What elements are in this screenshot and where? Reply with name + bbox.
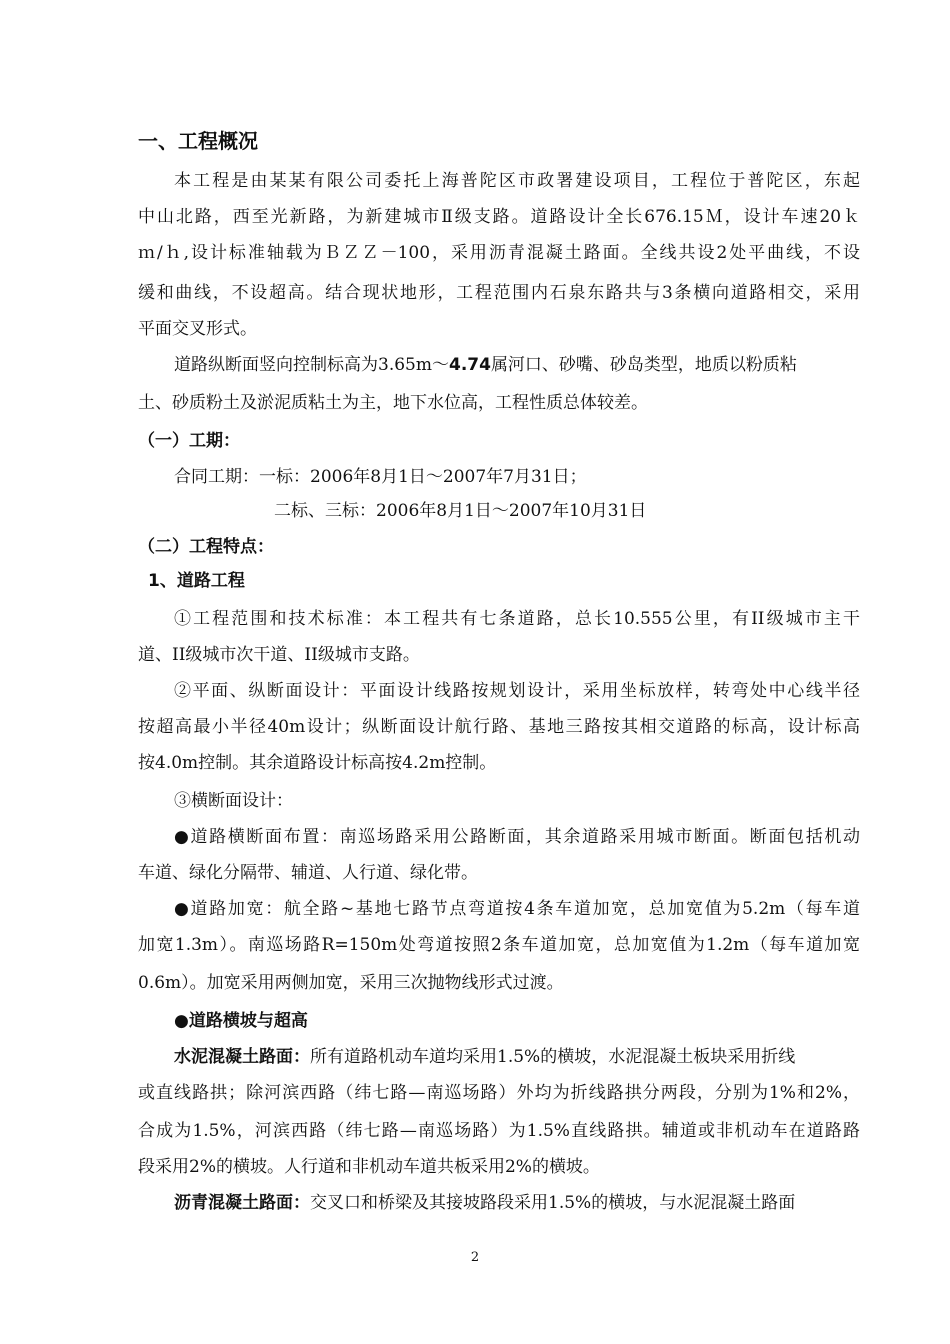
paragraph-line: 0.6m）。加宽采用两侧加宽，采用三次抛物线形式过渡。 <box>138 973 564 993</box>
paragraph-line: 按4.0m控制。其余道路设计标高按4.2m控制。 <box>138 753 497 773</box>
section-heading: 一、工程概况 <box>138 130 258 152</box>
schedule-line: 二标、三标：2006年8月1日～2007年10月31日 <box>274 501 647 521</box>
subsection-heading: （二）工程特点： <box>138 537 274 557</box>
paragraph-line <box>174 1192 860 1214</box>
paragraph-line: ●道路横断面布置：南巡场路采用公路断面，其余道路采用城市断面。断面包括机动 <box>174 827 860 847</box>
paragraph-line: 车道、绿化分隔带、辅道、人行道、绿化带。 <box>138 863 478 883</box>
paragraph-line: 按超高最小半径40m设计；纵断面设计航行路、基地三路按其相交道路的标高，设计标高 <box>138 717 860 737</box>
paragraph-line: ②平面、纵断面设计：平面设计线路按规划设计，采用坐标放样，转弯处中心线半径 <box>174 681 860 701</box>
paragraph-line: ●道路加宽：航全路~基地七路节点弯道按4条车道加宽，总加宽值为5.2m（每车道 <box>174 899 860 919</box>
paragraph-line: 中山北路，西至光新路，为新建城市Ⅱ级支路。道路设计全长676.15Ｍ，设计车速20ｋ <box>138 207 860 227</box>
text-run: 所有道路机动车道均采用1.5%的横坡，水泥混凝土板块采用折线 <box>310 1047 796 1067</box>
bold-label: 沥青混凝土路面： <box>174 1193 310 1213</box>
paragraph-line: 或直线路拱；除河滨西路（纬七路—南巡场路）外均为折线路拱分两段，分别为1%和2%， <box>138 1083 860 1103</box>
page-number: 2 <box>470 1250 480 1265</box>
paragraph-line: 本工程是由某某有限公司委托上海普陀区市政署建设项目，工程位于普陀区，东起 <box>174 171 860 191</box>
text-run: 交叉口和桥梁及其接坡路段采用1.5%的横坡，与水泥混凝土路面 <box>310 1193 796 1213</box>
paragraph-line: ①工程范围和技术标准：本工程共有七条道路，总长10.555公里，有II级城市主干 <box>174 609 860 629</box>
paragraph-line: 缓和曲线，不设超高。结合现状地形，工程范围内石泉东路共与3条横向道路相交，采用 <box>138 283 860 303</box>
text-run: 道路纵断面竖向控制标高为3.65m～ <box>174 355 449 375</box>
paragraph-line: 加宽1.3m）。南巡场路R=150m处弯道按照2条车道加宽，总加宽值为1.2m（每车道加宽 <box>138 935 860 955</box>
sub-heading: 1、道路工程 <box>148 571 245 591</box>
text-run: 属河口、砂嘴、砂岛类型，地质以粉质粘 <box>490 355 797 375</box>
bold-label: 水泥混凝土路面： <box>174 1047 310 1067</box>
paragraph-line: 合成为1.5%，河滨西路（纬七路—南巡场路）为1.5%直线路拱。辅道或非机动车在道路路 <box>138 1121 860 1141</box>
schedule-line: 合同工期：一标：2006年8月1日～2007年7月31日； <box>174 467 587 487</box>
paragraph-line: 平面交叉形式。 <box>138 319 257 339</box>
paragraph-line <box>174 1046 860 1068</box>
paragraph-line: 土、砂质粉土及淤泥质粘土为主，地下水位高，工程性质总体较差。 <box>138 393 648 413</box>
bold-value: 4.74 <box>448 355 491 375</box>
subsection-heading: （一）工期： <box>138 431 240 451</box>
paragraph-line: ③横断面设计： <box>174 791 293 811</box>
paragraph-line <box>174 354 860 376</box>
paragraph-line: 道、II级城市次干道、II级城市支路。 <box>138 645 420 665</box>
bold-heading-line: ●道路横坡与超高 <box>174 1011 308 1031</box>
paragraph-line: 段采用2%的横坡。人行道和非机动车道共板采用2%的横坡。 <box>138 1157 600 1177</box>
paragraph-line: ｍ/ｈ,设计标准轴载为ＢＺＺ－100，采用沥青混凝土路面。全线共设2处平曲线，不设 <box>138 243 860 263</box>
